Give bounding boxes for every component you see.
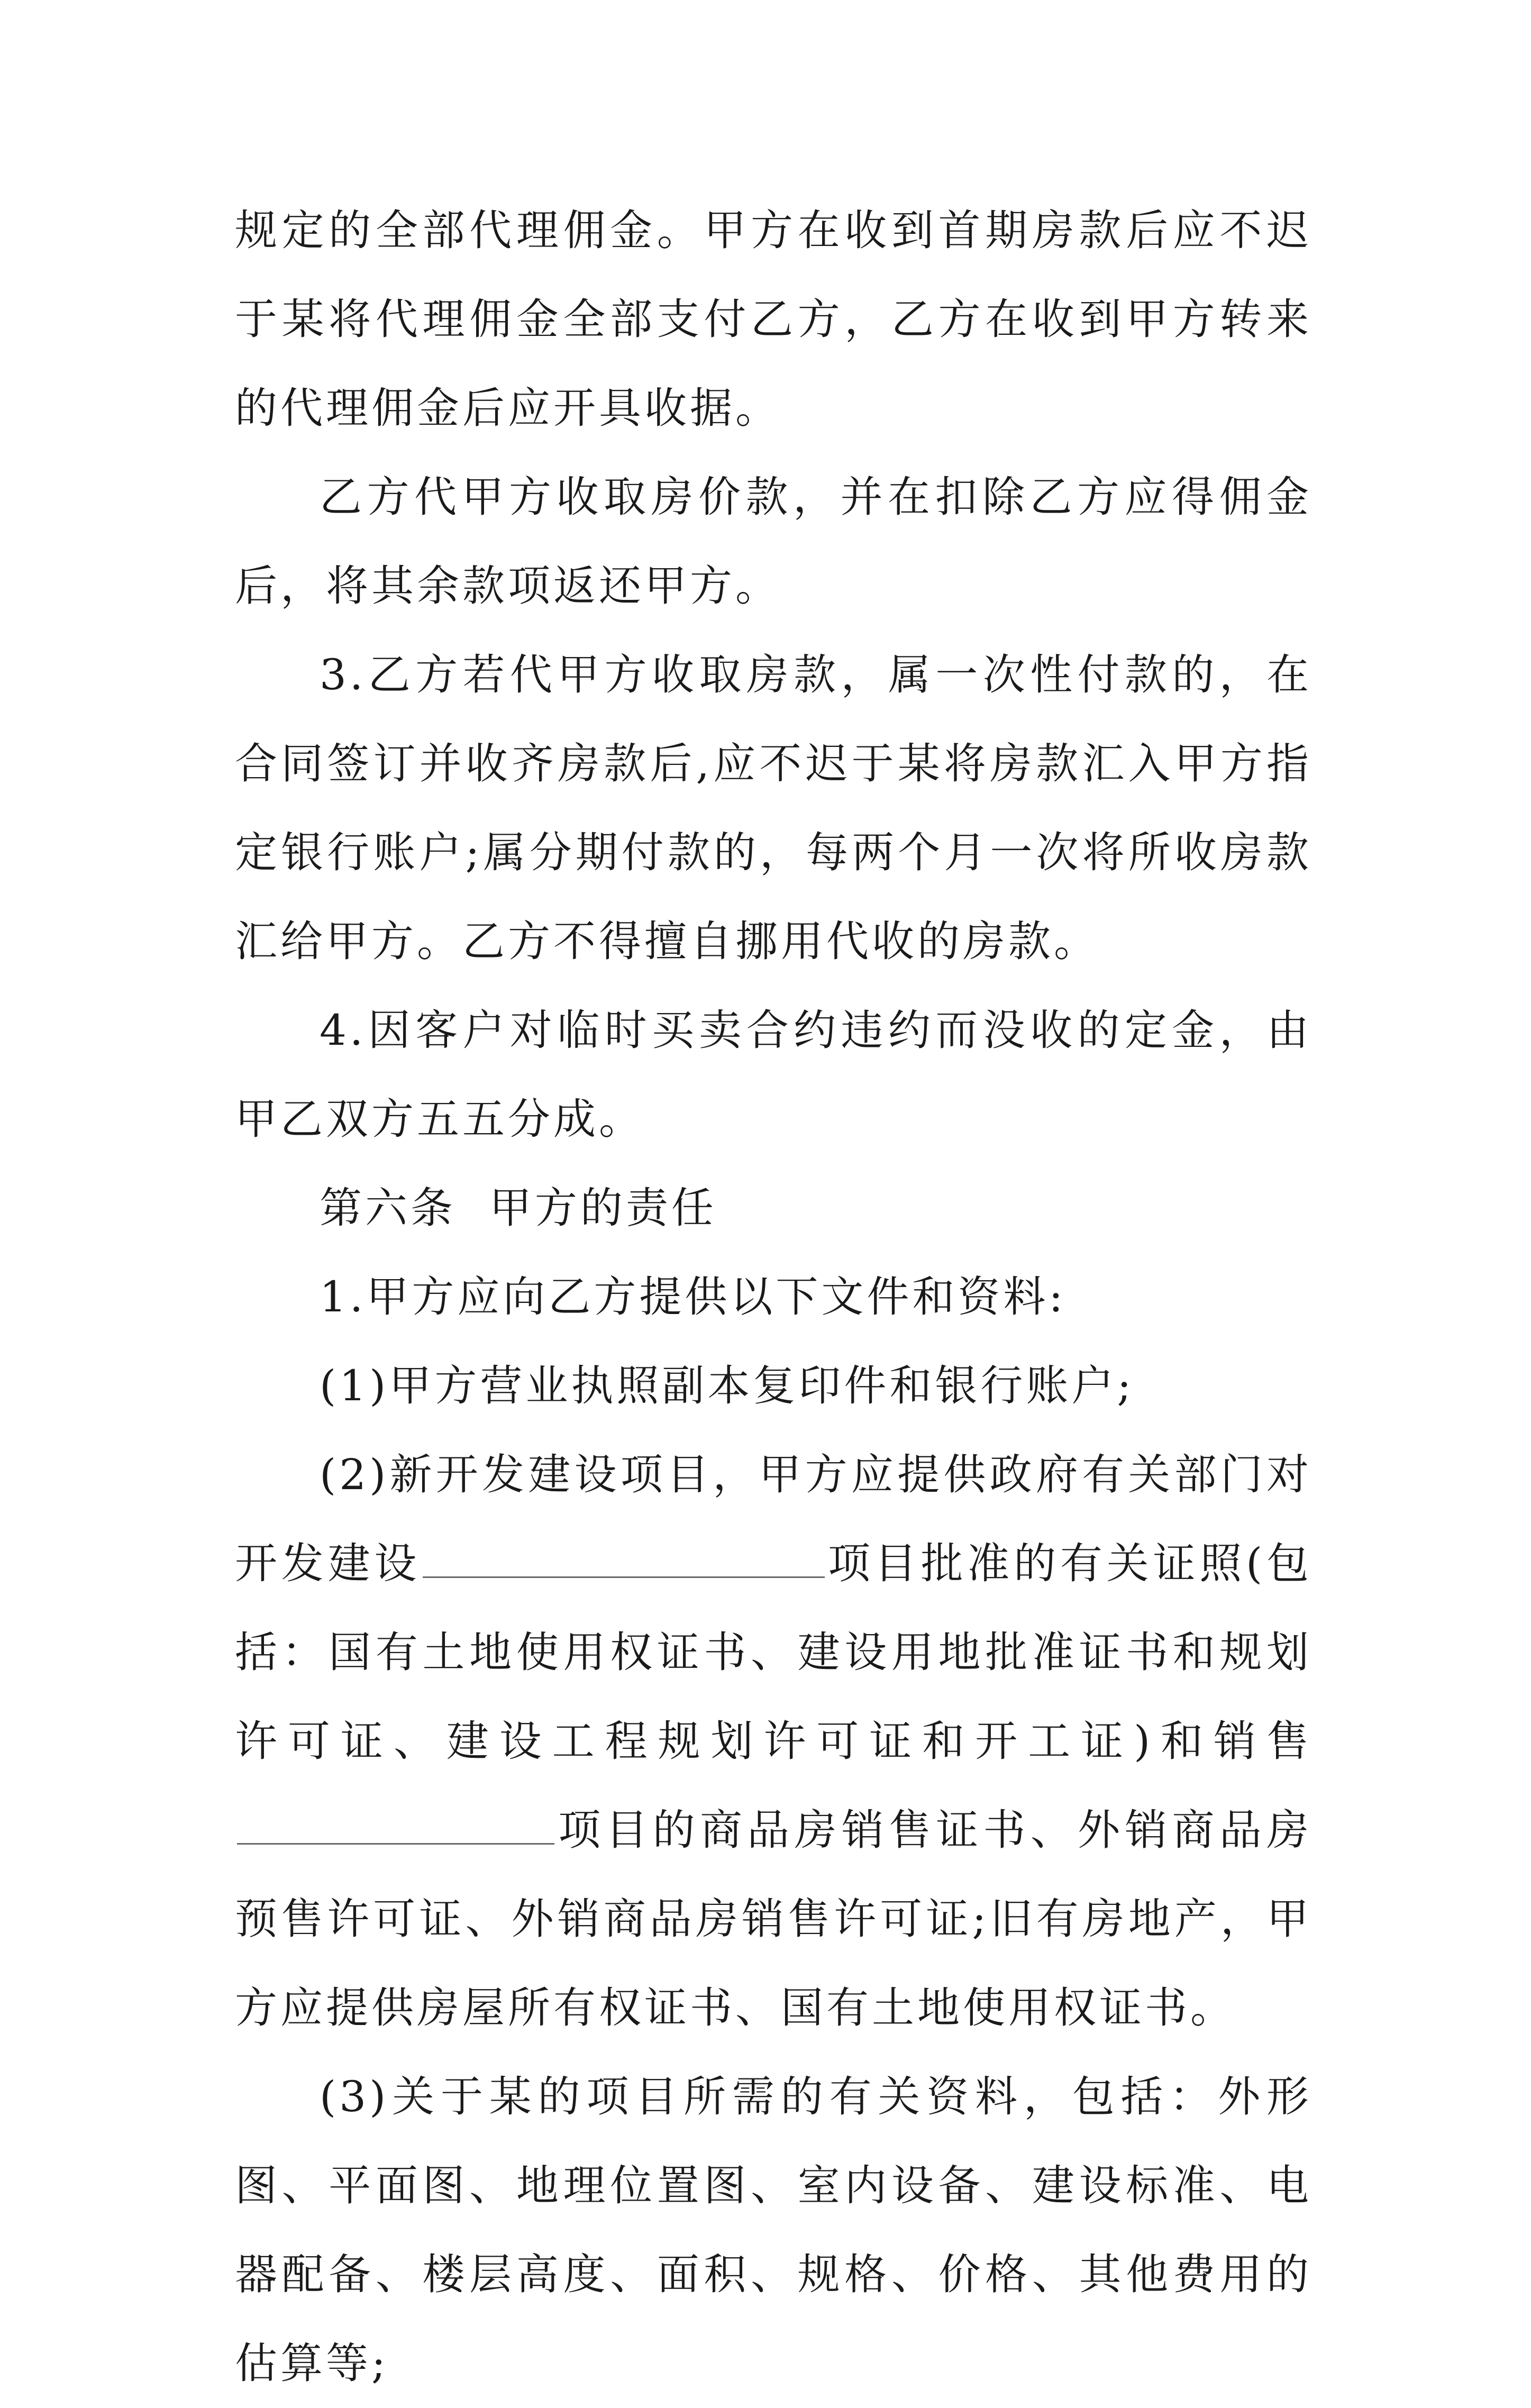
item-2-text-part-3: 项目的商品房销售证书、外销商品房预售许可证、外销商品房销售许可证;旧有房地产，甲方应提供房屋所有权证书、国有土地使用权证书。 xyxy=(235,1805,1312,2032)
paragraph-item-2 xyxy=(235,1430,1312,2053)
paragraph-clause-4: 4.因客户对临时买卖合约违约而没收的定金，由甲乙双方五五分成。 xyxy=(235,1006,1312,1144)
document-body xyxy=(235,186,1312,2408)
paragraph-commission-payment: 规定的全部代理佣金。甲方在收到首期房款后应不迟于某将代理佣金全部支付乙方，乙方在收到甲方转来的代理佣金后应开具收据。 xyxy=(235,206,1312,433)
blank-line-sales-project xyxy=(237,1805,554,1845)
article-6-heading: 第六条 甲方的责任 xyxy=(320,1183,717,1233)
paragraph-house-price-collection: 乙方代甲方收取房价款，并在扣除乙方应得佣金后，将其余款项返还甲方。 xyxy=(235,472,1312,610)
paragraph-item-1: (1)甲方营业执照副本复印件和银行账户; xyxy=(320,1361,1135,1410)
paragraph-clause-1: 1.甲方应向乙方提供以下文件和资料: xyxy=(320,1272,1067,1321)
blank-line-project-name xyxy=(423,1538,825,1578)
item-2-text-part-1: (2)新开发建设项目，甲方应提供政府有关部门对开发建设 xyxy=(235,1450,1312,1588)
item-2-text-part-2: 项目批准的有关证照(包括：国有土地使用权证书、建设用地批准证书和规划许可证、建设工程规划许可证和开工证)和销售 xyxy=(235,1539,1313,1766)
paragraph-clause-3: 3.乙方若代甲方收取房款，属一次性付款的，在合同签订并收齐房款后,应不迟于某将房款汇入甲方指定银行账户;属分期付款的，每两个月一次将所收房款汇给甲方。乙方不得擅自挪用代收的房款。 xyxy=(235,650,1312,966)
paragraph-item-3: (3)关于某的项目所需的有关资料，包括：外形图、平面图、地理位置图、室内设备、建设标准、电器配备、楼层高度、面积、规格、价格、其他费用的估算等; xyxy=(235,2072,1312,2388)
